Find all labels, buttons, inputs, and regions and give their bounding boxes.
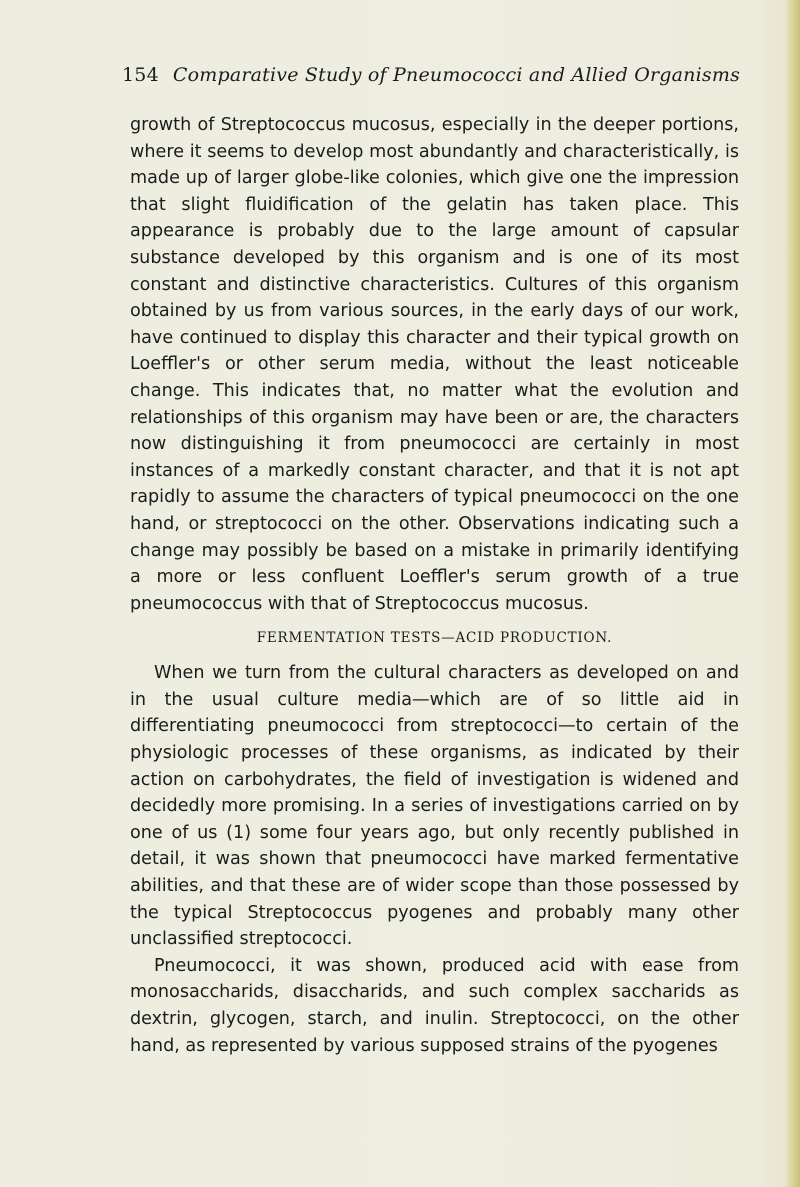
page-body <box>130 112 739 1059</box>
page-edge <box>786 0 800 1187</box>
paragraph-1: growth of Streptococcus mucosus, especially in the deeper portions, where it seems to develop most abundantly and characteristically, is made up of larger globe-like colonies, which give one the impression that slight fluidification of the gelatin has taken place. This appearance is probably due to the large amount of capsular substance developed by this organism and is one of its most constant and distinctive characteristics. Cultures of this organism obtained by us from various sources, in the early days of our work, have continued to display this character and their typical growth on Loeffler's or other serum media, without the least noticeable change. This indicates that, no matter what the evolution and relationships of this organism may have been or are, the characters now distinguishing it from pneumococci are certainly in most instances of a markedly constant character, and that it is not apt rapidly to assume the characters of typical pneumococci on the one hand, or streptococci on the other. Observations indicating such a change may possibly be based on a mistake in primarily identifying a more or less confluent Loeffler's serum growth of a true pneumococcus with that of Streptococcus mucosus. <box>130 115 739 614</box>
running-title: Comparative Study of Pneumococci and Allied Organisms <box>172 64 741 86</box>
paragraph-3: Pneumococci, it was shown, produced acid with ease from monosaccharids, disaccharids, and such complex saccharids as dextrin, glycogen, starch, and inulin. Streptococci, on the other hand, as represented by various supposed strains of the pyogenes <box>130 955 739 1056</box>
section-heading: FERMENTATION TESTS—ACID PRODUCTION. <box>256 630 613 647</box>
page-number: 154 <box>122 64 159 86</box>
paragraph-2: When we turn from the cultural characters as developed on and in the usual culture media—which are of so little aid in differentiating pneumococci from streptococci—to certain of the physiologic processes of these organisms, as indicated by their action on carbohydrates, the field of investigation is widened and decidedly more promising. In a series of investigations carried on by one of us (1) some four years ago, but only recently published in detail, it was shown that pneumococci have marked fermentative abilities, and that these are of wider scope than those possessed by the typical Streptococcus pyogenes and probably many other unclassified streptococci. <box>130 663 739 950</box>
running-header <box>122 64 742 86</box>
